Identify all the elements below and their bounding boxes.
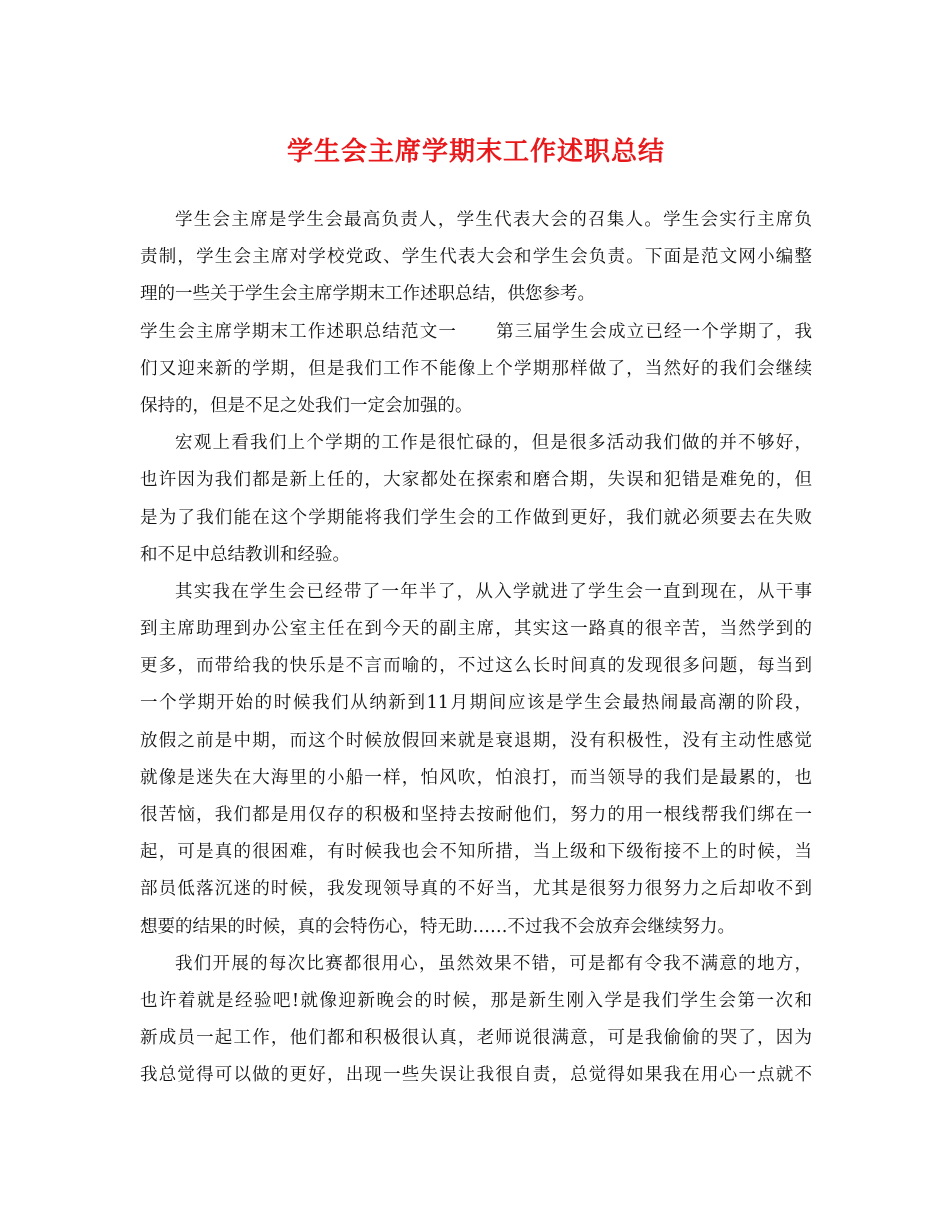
paragraph-line: 和不足中总结教训和经验。	[140, 544, 350, 565]
section-heading: 学生会主席学期末工作述职总结范文一	[140, 321, 457, 342]
paragraph-line: 就像是迷失在大海里的小船一样，怕风吹，怕浪打，而当领导的我们是最累的，也	[140, 767, 812, 788]
paragraph-line: 其实我在学生会已经带了一年半了，从入学就进了学生会一直到现在，从干事	[175, 581, 812, 602]
paragraph-line: 也许着就是经验吧!就像迎新晚会的时候，那是新生刚入学是我们学生会第一次和	[140, 990, 812, 1011]
paragraph-line: 到主席助理到办公室主任在到今天的副主席，其实这一路真的很辛苦，当然学到的	[140, 619, 812, 640]
paragraph-line: 保持的，但是不足之处我们一定会加强的。	[140, 395, 473, 416]
paragraph-start: 第三届学生会成立已经一个学期了，我	[495, 321, 812, 342]
document-title: 学生会主席学期末工作述职总结	[286, 137, 665, 167]
paragraph-line: 宏观上看我们上个学期的工作是很忙碌的，但是很多活动我们做的并不够好，	[175, 433, 812, 454]
paragraph-line: 我总觉得可以做的更好，出现一些失误让我很自责，总觉得如果我在用心一点就不	[140, 1065, 812, 1086]
paragraph-line: 起，可是真的很困难，有时候我也会不知所措，当上级和下级衔接不上的时候，当	[140, 842, 812, 863]
paragraph-line: 新成员一起工作，他们都和积极很认真，老师说很满意，可是我偷偷的哭了，因为	[140, 1028, 812, 1049]
paragraph-line: 很苦恼，我们都是用仅存的积极和坚持去按耐他们，努力的用一根线帮我们绑在一	[140, 805, 812, 825]
paragraph-line: 我们开展的每次比赛都很用心，虽然效果不错，可是都有令我不满意的地方，	[175, 953, 812, 974]
paragraph-line: 们又迎来新的学期，但是我们工作不能像上个学期那样做了，当然好的我们会继续	[140, 358, 812, 379]
paragraph-line: 责制，学生会主席对学校党政、学生代表大会和学生会负责。下面是范文网小编整	[140, 247, 812, 268]
paragraph-line: 部员低落沉迷的时候，我发现领导真的不好当，尤其是很努力很努力之后却收不到	[140, 879, 812, 900]
paragraph-line: 放假之前是中期，而这个时候放假回来就是衰退期，没有积极性，没有主动性感觉	[140, 730, 812, 751]
paragraph-line: 想要的结果的时候，真的会特伤心，特无助……不过我不会放弃会继续努力。	[140, 916, 735, 937]
paragraph-line: 学生会主席是学生会最高负责人，学生代表大会的召集人。学生会实行主席负	[175, 210, 812, 230]
document-body	[140, 202, 812, 1095]
paragraph-line: 更多，而带给我的快乐是不言而喻的，不过这么长时间真的发现很多问题，每当到	[140, 656, 812, 677]
paragraph-line: 是为了我们能在这个学期能将我们学生会的工作做到更好，我们就必须要去在失败	[140, 507, 812, 528]
section-heading-line	[140, 314, 812, 351]
paragraph-line: 一个学期开始的时候我们从纳新到11月期间应该是学生会最热闹最高潮的阶段，	[140, 693, 812, 714]
paragraph-line: 理的一些关于学生会主席学期末工作述职总结，供您参考。	[140, 284, 595, 305]
paragraph-line: 也许因为我们都是新上任的，大家都处在探索和磨合期，失误和犯错是难免的，但	[140, 470, 812, 491]
